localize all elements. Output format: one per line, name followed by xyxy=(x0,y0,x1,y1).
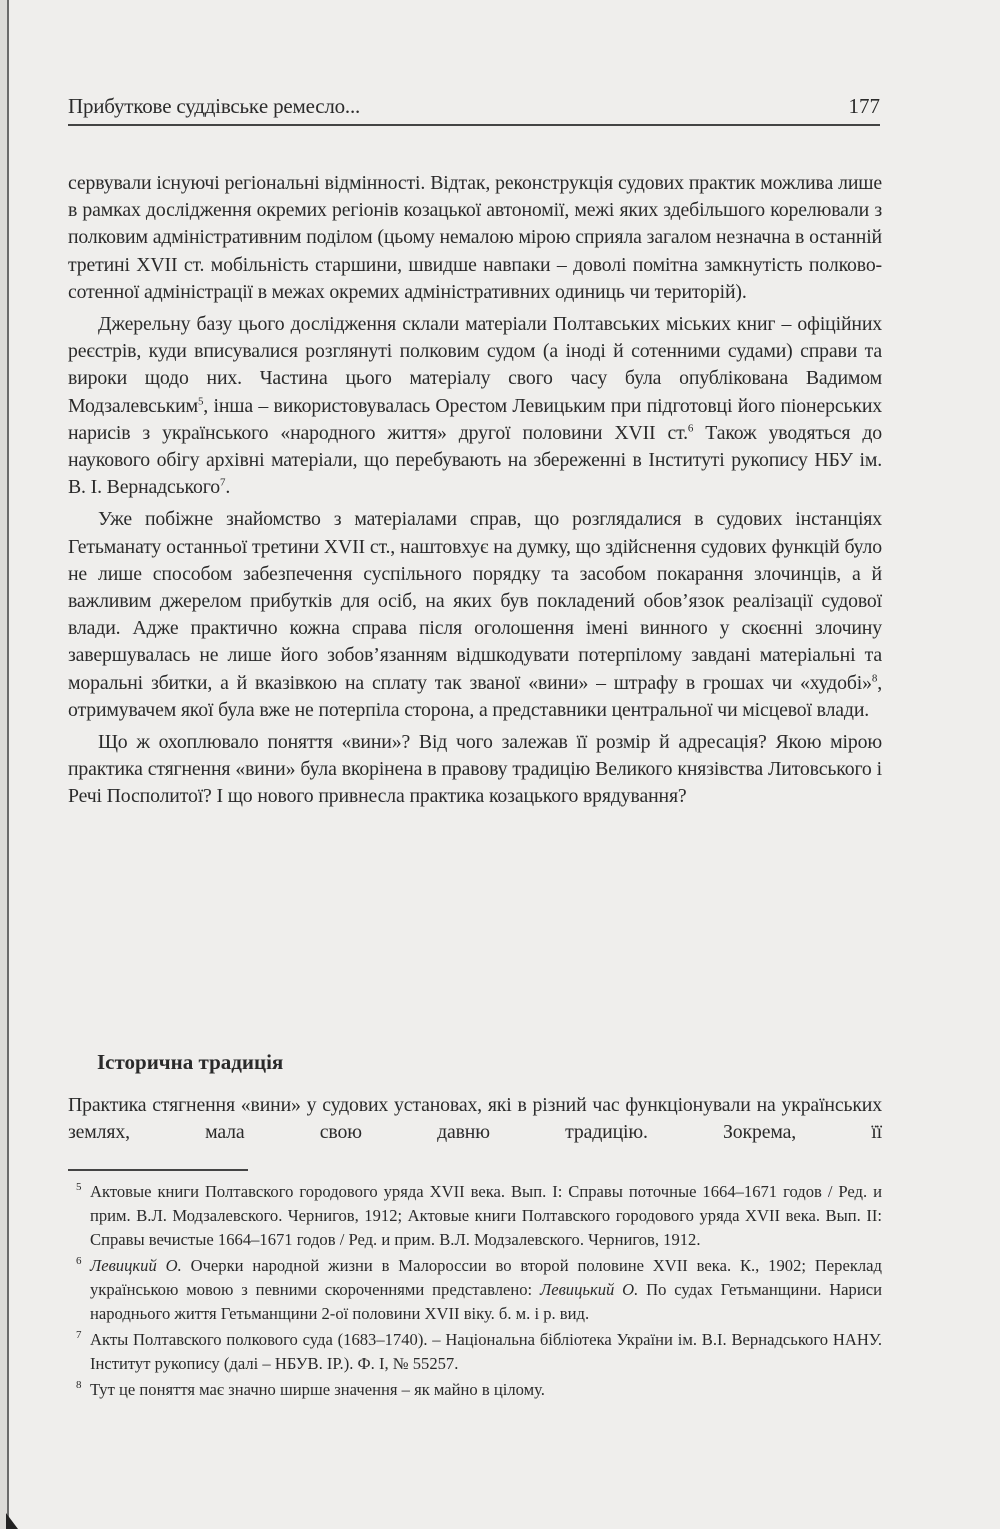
body-paragraph xyxy=(68,311,882,501)
text-run: Також уводяться до наукового обігу архівні матеріали, що перебувають на збереженні в Інституті рукопису НБУ ім. В. І. Вернадського xyxy=(68,421,882,499)
page-number: 177 xyxy=(848,94,880,118)
page-edge xyxy=(7,0,9,1529)
text-run: , отримувачем якої була вже не потерпіла сторона, а представники центральної чи місцевої влади. xyxy=(68,671,882,721)
body-paragraph xyxy=(68,729,882,811)
author-name: Левицкий О. xyxy=(90,1256,182,1275)
text-run: . xyxy=(225,476,231,499)
footnote xyxy=(68,1328,882,1376)
body-paragraph xyxy=(68,170,882,306)
text-run: Що ж охоплювало поняття «вини»? Від чого залежав її розмір й адресація? Якою мірою практика стягнення «вини» була вкорінена в правову традицію Великого князівства Литовського і Речі Посполитої? І що нового привнесла практика козацького врядування? xyxy=(68,731,882,808)
text-run: Уже побіжне знайомство з матеріалами справ, що розглядалися в судових інстанціях Гетьманату останньої третини XVII ст., наштовхує на думку, що здійснення судових функцій було не лише способом забезпечення суспільного порядку та засобом покарання злочинців, а й важливим джерелом прибутків для осіб, на яких був покладений обов’язок реалізації судової влади. Адже практично кожна справа після оголошення імені винного у скоєнні злочину завершувалась не лише його зобов’язанням відшкодувати потерпілому завдані матеріальні та моральні збитки, а й вказівкою на сплату так званої «вини» – штрафу в грошах чи «худобі» xyxy=(68,508,882,694)
text-run: , інша – використовувалась Орестом Левицьким при підготовці його піонерських нарисів з українського «народного життя» другої половини XVII ст. xyxy=(68,394,882,444)
section-paragraph: Практика стягнення «вини» у судових установах, які в різний час функціонували на українських землях, мала свою давню традицію. Зокрема, її xyxy=(68,1094,882,1144)
footnote-number: 6 xyxy=(76,1255,82,1267)
footnote-reference[interactable]: 7 xyxy=(219,476,226,489)
footnote-number: 5 xyxy=(76,1181,82,1193)
text-run: Тут це поняття має значно ширше значення – як майно в цілому. xyxy=(90,1380,545,1399)
author-name: Левицький О. xyxy=(540,1280,639,1299)
footnote xyxy=(68,1378,882,1402)
text-run: Акты Полтавского полкового суда (1683–1740). – Національна бібліотека України ім. В.І. Вернадського НАНУ. Інститут рукопису (далі – НБУВ. ІР.). Ф. І, № 55257. xyxy=(90,1330,882,1373)
page-edge-shadow xyxy=(0,0,7,1529)
footnote-number: 8 xyxy=(76,1379,82,1391)
text-run: сервували існуючі регіональні відмінності. Відтак, реконструкція судових практик можлива лише в рамках дослідження окремих регіонів козацької автономії, межі яких здебільшого корелювали з полковим адміністративним поділом (цьому немалою мірою сприяла загалом незначна в останній третині XVII ст. мобільність старшини, швидше навпаки – доволі помітна замкнутість полково-сотенної адміністрації в межах окремих адміністративних одиниць чи територій). xyxy=(68,172,882,303)
footnote xyxy=(68,1180,882,1252)
footnotes xyxy=(68,1180,882,1402)
text-run: По судах Гетьманщини. Нариси народнього життя Гетьманщини 2-ої половини XVII віку. б. м. і р. вид. xyxy=(90,1280,882,1323)
section-heading: Історична традиція xyxy=(97,1050,284,1074)
text-run: Джерельну базу цього дослідження склали матеріали Полтавських міських книг – офіційних реєстрів, куди вписувалися розглянуті полковим судом (а іноді й сотенними судами) справи та вироки щодо них. Частина цього матеріалу свого часу була опублікована Вадимом Модзалевським xyxy=(68,313,882,417)
body-text xyxy=(68,170,882,811)
footnote-rule xyxy=(68,1169,248,1171)
page-corner xyxy=(6,1513,18,1529)
footnote-reference[interactable]: 5 xyxy=(197,395,204,408)
footnote xyxy=(68,1254,882,1326)
body-paragraph xyxy=(68,506,882,724)
text-run: Актовые книги Полтавского городового уряда XVII века. Вып. I: Справы поточные 1664–1671 годов / Ред. и прим. В.Л. Модзалевского. Чернигов, 1912; Актовые книги Полтавского городового уряда XVII века. Вып. II: Справы вечистые 1664–1671 годов / Ред. и прим. В.Л. Модзалевского. Чернигов, 1912. xyxy=(90,1182,882,1249)
running-header xyxy=(68,94,880,126)
footnote-reference[interactable]: 8 xyxy=(871,672,878,685)
running-title: Прибутковe суддівськe ремесло... xyxy=(68,94,361,118)
footnote-number: 7 xyxy=(76,1329,82,1341)
text-run: Очерки народной жизни в Малороссии во второй половине XVII века. К., 1902; Переклад українською мовою з певними скороченнями представлено: xyxy=(90,1256,882,1299)
footnote-reference[interactable]: 6 xyxy=(687,422,694,435)
header-rule xyxy=(68,124,880,126)
